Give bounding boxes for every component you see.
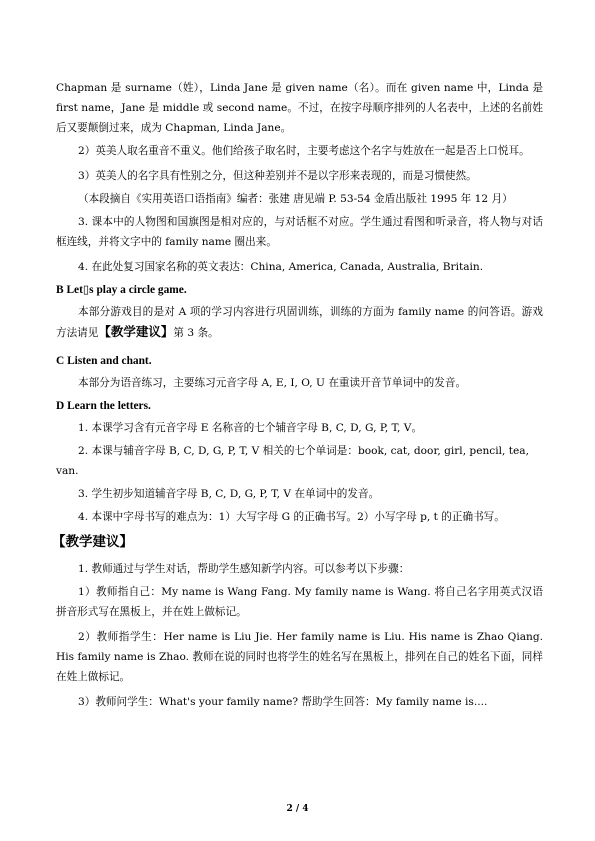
note-4: 4. 在此处复习国家名称的英文表达：China, America, Canada, Australia, Britain. bbox=[78, 261, 484, 273]
suggestion-step-2: 2）教师指学生：Her name is Liu Jie. Her family name is Liu. His name is Zhao Qiang. His family name is Zhao. 教师在说的同时也将学生的姓名写在黑板上，排列在自己的姓名下面，同样在姓上做标记。 bbox=[56, 631, 543, 683]
suggestion-step-1: 1）教师指自己：My name is Wang Fang. My family name is Wang. 将自己名字用英式汉语拼音形式写在黑板上，并在姓上做标记。 bbox=[56, 586, 543, 618]
section-b-text-before: 本部分游戏目的是对 A 项的学习内容进行巩固训练，训练的方面为 family name 的问答语。游戏方法请见 bbox=[56, 306, 543, 339]
naming-point-2: 2）英美人取名重音不重义。他们给孩子取名时，主要考虑这个名字与姓放在一起是否上口悦耳。 bbox=[78, 145, 530, 157]
section-c-text: 本部分为语音练习，主要练习元音字母 A, E, I, O, U 在重读开音节单词中的发音。 bbox=[78, 377, 467, 389]
section-d-heading: D Learn the letters. bbox=[56, 400, 151, 412]
suggestions-reference: 【教学建议】 bbox=[98, 324, 174, 339]
section-c-heading: C Listen and chant. bbox=[56, 355, 152, 367]
naming-paragraph: Chapman 是 surname（姓），Linda Jane 是 given name（名）。而在 given name 中，Linda 是 first name，Jane 是 middle 或 second name。不过，在按字母顺序排列的人名表中，上述的名前姓后又要颠倒过来，成为 Chapman, Linda Jane。 bbox=[56, 82, 543, 134]
source-citation: （本段摘自《实用英语口语指南》编者：张建 唐见端 P. 53-54 金盾出版社 1995 年 12 月） bbox=[78, 193, 513, 205]
section-d-item-2: 2. 本课与辅音字母 B, C, D, G, P, T, V 相关的七个单词是：book, cat, door, girl, pencil, tea, bbox=[78, 445, 529, 457]
section-d-item-3: 3. 学生初步知道辅音字母 B, C, D, G, P, T, V 在单词中的发音。 bbox=[78, 488, 380, 500]
section-b-text-after: 第 3 条。 bbox=[173, 327, 219, 339]
section-d-item-1: 1. 本课学习含有元音字母 E 名称音的七个辅音字母 B, C, D, G, P, T, V。 bbox=[78, 422, 423, 434]
teaching-suggestions-title: 【教学建议】 bbox=[52, 534, 133, 550]
section-b-text bbox=[56, 302, 543, 343]
page-content bbox=[52, 78, 543, 715]
section-b-heading: B Let▯s play a circle game. bbox=[56, 284, 187, 296]
section-d-item-4: 4. 本课中字母书写的难点为：1）大写字母 G 的正确书写。2）小写字母 p, t 的正确书写。 bbox=[78, 511, 505, 523]
note-3: 3. 课本中的人物图和国旗图是相对应的，与对话框不对应。学生通过看图和听录音，将人物与对话框连线，并将文字中的 family name 圈出来。 bbox=[56, 216, 543, 248]
suggestion-intro: 1. 教师通过与学生对话，帮助学生感知新学内容。可以参考以下步骤： bbox=[78, 563, 410, 575]
section-d-item-2-continued: van. bbox=[56, 465, 79, 477]
naming-point-3: 3）英美人的名字具有性别之分，但这种差别并不是以字形来表现的，而是习惯使然。 bbox=[78, 170, 477, 182]
page-number: 2 / 4 bbox=[286, 804, 309, 814]
suggestion-step-3: 3）教师问学生：What's your family name? 帮助学生回答：My family name is.... bbox=[78, 696, 488, 708]
